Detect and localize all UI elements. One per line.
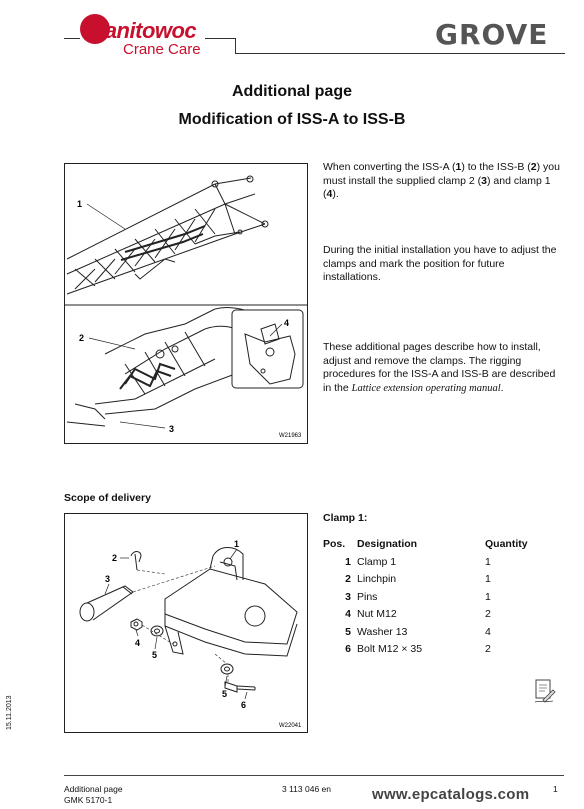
p1-text-e: ).	[332, 188, 339, 200]
footer-model: GMK 5170-1	[64, 795, 113, 805]
p1-ref-1: 1	[455, 161, 462, 173]
row-pos: 5	[345, 625, 351, 638]
p1-text-d: ) and clamp 1 (	[323, 174, 551, 200]
boom-lattice-drawing	[65, 164, 307, 443]
p1-text-c: ) you must install the supplied clamp 2 (	[323, 161, 560, 187]
p3-text-a: These additional pages describe how to install, adjust and remove the clamps. The rigging procedures for the ISS-A and ISS-B are described in the	[323, 341, 556, 394]
row-designation: Nut M12	[357, 608, 397, 620]
row-pos: 4	[345, 608, 351, 620]
figure-boom-illustration	[64, 163, 308, 444]
nut-washer-icons	[131, 619, 233, 674]
p1-text-a: When converting the ISS-A (	[323, 161, 456, 173]
header-rule-right	[235, 53, 565, 54]
row-pos: 3	[345, 590, 351, 603]
col-pos: Pos.	[323, 538, 346, 550]
row-qty: 1	[485, 573, 491, 585]
footer-doc-number: 3 113 046 en	[282, 784, 331, 794]
figure-code-scope: W22041	[279, 723, 302, 729]
parts-table	[323, 538, 528, 660]
page-title-line1: Additional page	[232, 83, 352, 100]
clamp-parts-drawing	[65, 514, 307, 732]
intro-paragraph-3	[323, 341, 563, 395]
callout-leaders-scope	[105, 549, 247, 699]
intro-paragraph-2: During the initial installation you have to adjust the clamps and mark the position for future installations.	[323, 244, 557, 283]
scope-callout-2: 2	[112, 553, 118, 563]
scope-callout-6: 6	[241, 700, 247, 710]
scope-callout-1: 1	[234, 539, 240, 549]
parts-table-header	[323, 538, 528, 555]
row-qty: 2	[485, 608, 491, 620]
p1-ref-4: 4	[326, 188, 333, 200]
linchpin-icon	[131, 552, 141, 571]
row-pos: 1	[345, 555, 351, 568]
p1-text-b: ) to the ISS-B (	[461, 161, 531, 173]
scope-heading: Scope of delivery	[64, 492, 151, 504]
p3-text-b: .	[500, 381, 504, 394]
pin-icon	[80, 586, 133, 621]
table-row	[323, 555, 528, 573]
footer-rule	[64, 775, 564, 776]
col-designation: Designation	[357, 538, 418, 550]
scope-callout-4: 4	[135, 638, 141, 648]
row-designation: Bolt M12 × 35	[357, 643, 423, 655]
row-qty: 1	[485, 590, 491, 603]
row-pos: 2	[345, 573, 351, 585]
table-row	[323, 643, 528, 661]
brand-sub: Crane Care	[123, 41, 201, 58]
row-designation: Linchpin	[357, 573, 397, 585]
col-quantity: Quantity	[485, 538, 528, 550]
table-row	[323, 573, 528, 591]
scope-callout-5a: 5	[152, 650, 158, 660]
intro-paragraph-1	[323, 161, 563, 202]
row-qty: 4	[485, 625, 491, 638]
row-qty: 1	[485, 555, 491, 568]
table-row	[323, 625, 528, 643]
scope-callout-5b: 5	[222, 689, 228, 699]
footer-page-number: 1	[553, 784, 558, 794]
scope-callout-3: 3	[105, 574, 111, 584]
watermark-link[interactable]: www.epcatalogs.com	[372, 786, 530, 803]
figure-code-top: W21963	[279, 433, 302, 439]
page-title-line2: Modification of ISS-A to ISS-B	[178, 111, 406, 128]
p3-manual-ref: Lattice extension operating manual	[351, 382, 501, 394]
lattice-upper-icon	[67, 176, 268, 294]
row-designation: Clamp 1	[357, 555, 397, 568]
p1-ref-3: 3	[481, 174, 487, 187]
row-qty: 2	[485, 643, 491, 655]
callout-3: 3	[169, 424, 175, 434]
p1-ref-2: 2	[530, 161, 537, 173]
clamp-heading: Clamp 1:	[323, 512, 368, 524]
bolt-icon	[225, 682, 255, 692]
clamp-body-icon	[165, 548, 297, 657]
assembly-lines	[133, 566, 228, 682]
figure-scope-of-delivery	[64, 513, 308, 733]
row-designation: Pins	[357, 590, 378, 603]
notes-icon	[533, 678, 557, 704]
row-pos: 6	[345, 643, 351, 655]
brand-grove: GROVE	[435, 18, 549, 51]
side-date: 15.11.2013	[6, 695, 13, 730]
header-rule-left	[64, 38, 80, 39]
callout-1: 1	[77, 199, 83, 209]
footer-doc-type: Additional page	[64, 784, 123, 794]
callout-4: 4	[284, 318, 290, 328]
table-row	[323, 608, 528, 626]
table-row	[323, 590, 528, 608]
brand-main: Manitowoc	[87, 18, 197, 43]
header-rule-mid	[205, 38, 235, 39]
header-rule-drop	[235, 38, 236, 54]
callout-2: 2	[79, 333, 85, 343]
row-designation: Washer 13	[357, 625, 408, 638]
